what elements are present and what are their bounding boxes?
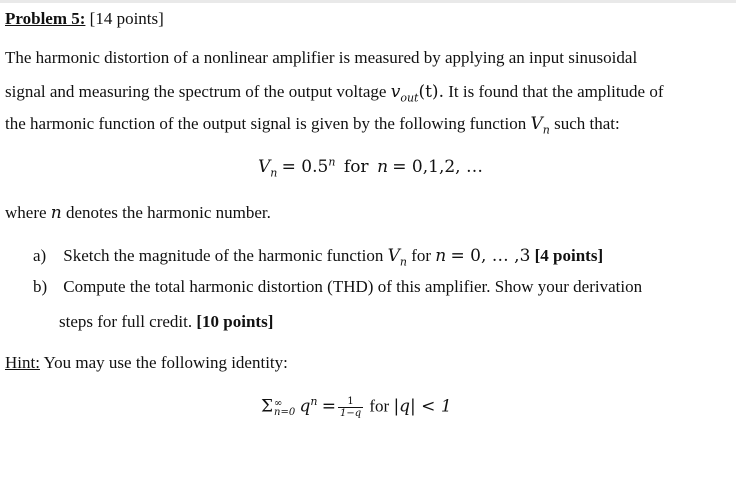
top-rule	[0, 0, 736, 3]
problem-label: Problem 5:	[5, 9, 86, 28]
problem-points: [14 points]	[89, 9, 164, 28]
intro-line-2: signal and measuring the spectrum of the output voltage $v_{out}(t)$. It is found that the amplitude of	[5, 82, 664, 105]
item-b-points: [10 points]	[196, 312, 274, 331]
geometric-series-identity: Σ ∞ n=0 $q^n$ = $\frac{1}{1-q}$ for |q| < 1	[261, 394, 452, 419]
intro-line-3: the harmonic function of the output signal is given by the following function $V_n$ such that:	[5, 114, 620, 137]
item-a-label: a)	[33, 246, 47, 265]
item-b-line-1: b) Compute the total harmonic distortion (THD) of this amplifier. Show your derivation	[33, 277, 643, 296]
identity-fraction: $\frac{1}{1-q}$	[339, 396, 362, 419]
hint-line: Hint: You may use the following identity:	[5, 353, 288, 372]
harmonic-equation: $V_n = 0.5^n$ for n = 0,1,2, …	[258, 155, 483, 180]
where-line: where n denotes the harmonic number.	[5, 203, 271, 223]
hint-label: Hint:	[5, 353, 40, 372]
item-b-label: b)	[33, 277, 48, 296]
problem-heading	[5, 9, 164, 29]
item-a-points: [4 points]	[534, 246, 604, 265]
intro-line-1: The harmonic distortion of a nonlinear amplifier is measured by applying an input sinusoidal	[5, 48, 638, 67]
item-b-line-2: steps for full credit. [10 points]	[59, 312, 274, 331]
item-a: a) Sketch the magnitude of the harmonic function $V_n$ for n = 0, … ,3 [4 points]	[33, 246, 604, 269]
